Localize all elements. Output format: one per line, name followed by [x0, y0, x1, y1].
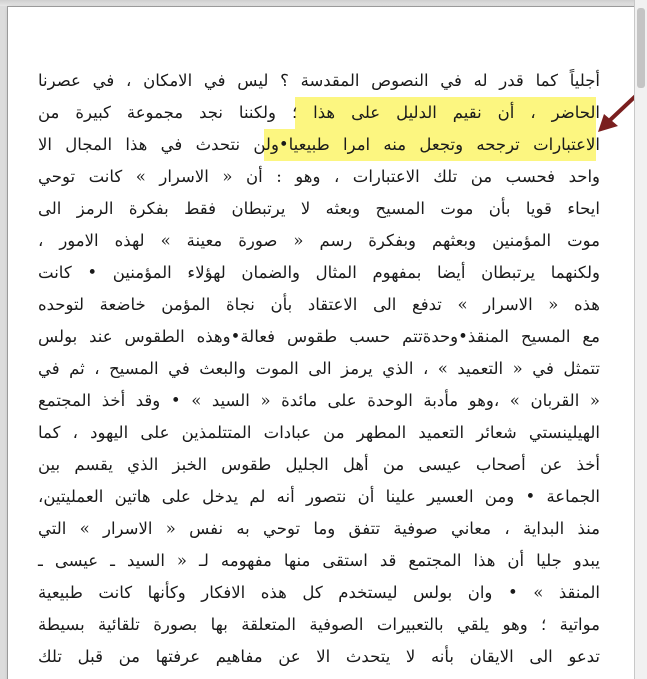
text-line: أجلياً كما قدر له في النصوص المقدسة ؟ ليس في الامكان ، في عصرنا — [38, 71, 600, 90]
text-line: منذ البداية ، معاني صوفية تتفق وما توحي به نفس « الاسرار » التي — [38, 519, 600, 538]
text-line: مواتية ؛ وهو يلقي بالتعبيرات الصوفية المتعلقة بها بصورة تلقائية بسيطة — [38, 615, 600, 634]
text-line: ايحاء قويا بأن موت المسيح وبعثه لا يرتبطان فقط بفكرة الرمز الى — [38, 199, 600, 218]
text-line: المنقذ » • وان بولس ليستخدم كل هذه الافكار وكأنها كانت طبيعية — [38, 583, 600, 602]
text-line: تدعو الى الايقان بأنه لا يتحدث الا عن مفاهيم عرفتها من قبل تلك — [38, 647, 600, 666]
text-line: الجماعة • ومن العسير علينا أن نتصور أنه لم يدخل على هاتين العمليتين، — [38, 487, 600, 506]
text-line: ولكنهما يرتبطان أيضا بمفهوم المثال والضمان لهؤلاء المؤمنين • كانت — [38, 263, 600, 282]
text-line: الحاضر ، أن نقيم الدليل على هذا ؛ ولكننا نجد مجموعة كبيرة من — [38, 103, 600, 122]
text-line: أخذ عن أصحاب عيسى من أهل الجليل طقوس الخبز الذي يقسم بين — [38, 455, 600, 474]
document-text — [38, 65, 600, 673]
scrollbar-thumb[interactable] — [637, 8, 645, 88]
text-line: تتمثل في « التعميد » ، الذي يرمز الى الموت والبعث في المسيح ، ثم في — [38, 359, 600, 378]
text-line: واحد فحسب من تلك الاعتبارات ، وهو : أن « الاسرار » كانت توحي — [38, 167, 600, 186]
text-line: هذه « الاسرار » تدفع الى الاعتقاد بأن نجاة المؤمن خاضعة لتوحده — [38, 295, 600, 314]
text-line: مع المسيح المنقذ•وحدةتتم حسب طقوس فعالة•وهذه الطقوس عند بولس — [38, 327, 600, 346]
text-line: الاعتبارات ترجحه وتجعل منه امرا طبيعيا•ولن نتحدث في هذا المجال الا — [38, 135, 600, 154]
text-line: « القربان » ،وهو مأدبة الوحدة على مائدة « السيد » • وقد أخذ المجتمع — [38, 391, 600, 410]
text-line: موت المؤمنين وبعثهم وبفكرة رسم « صورة معينة » لهذه الامور ، — [38, 231, 600, 250]
vertical-scrollbar[interactable] — [634, 0, 647, 679]
text-line: الهيلينستي شعائر التعميد المطهر من عبادات المتتلمذين على اليهود ، كما — [38, 423, 600, 442]
text-line: يبدو جليا أن هذا المجتمع قد استقى منها مفهومه لـ « السيد ـ عيسى ـ — [38, 551, 600, 570]
document-page — [7, 6, 634, 679]
